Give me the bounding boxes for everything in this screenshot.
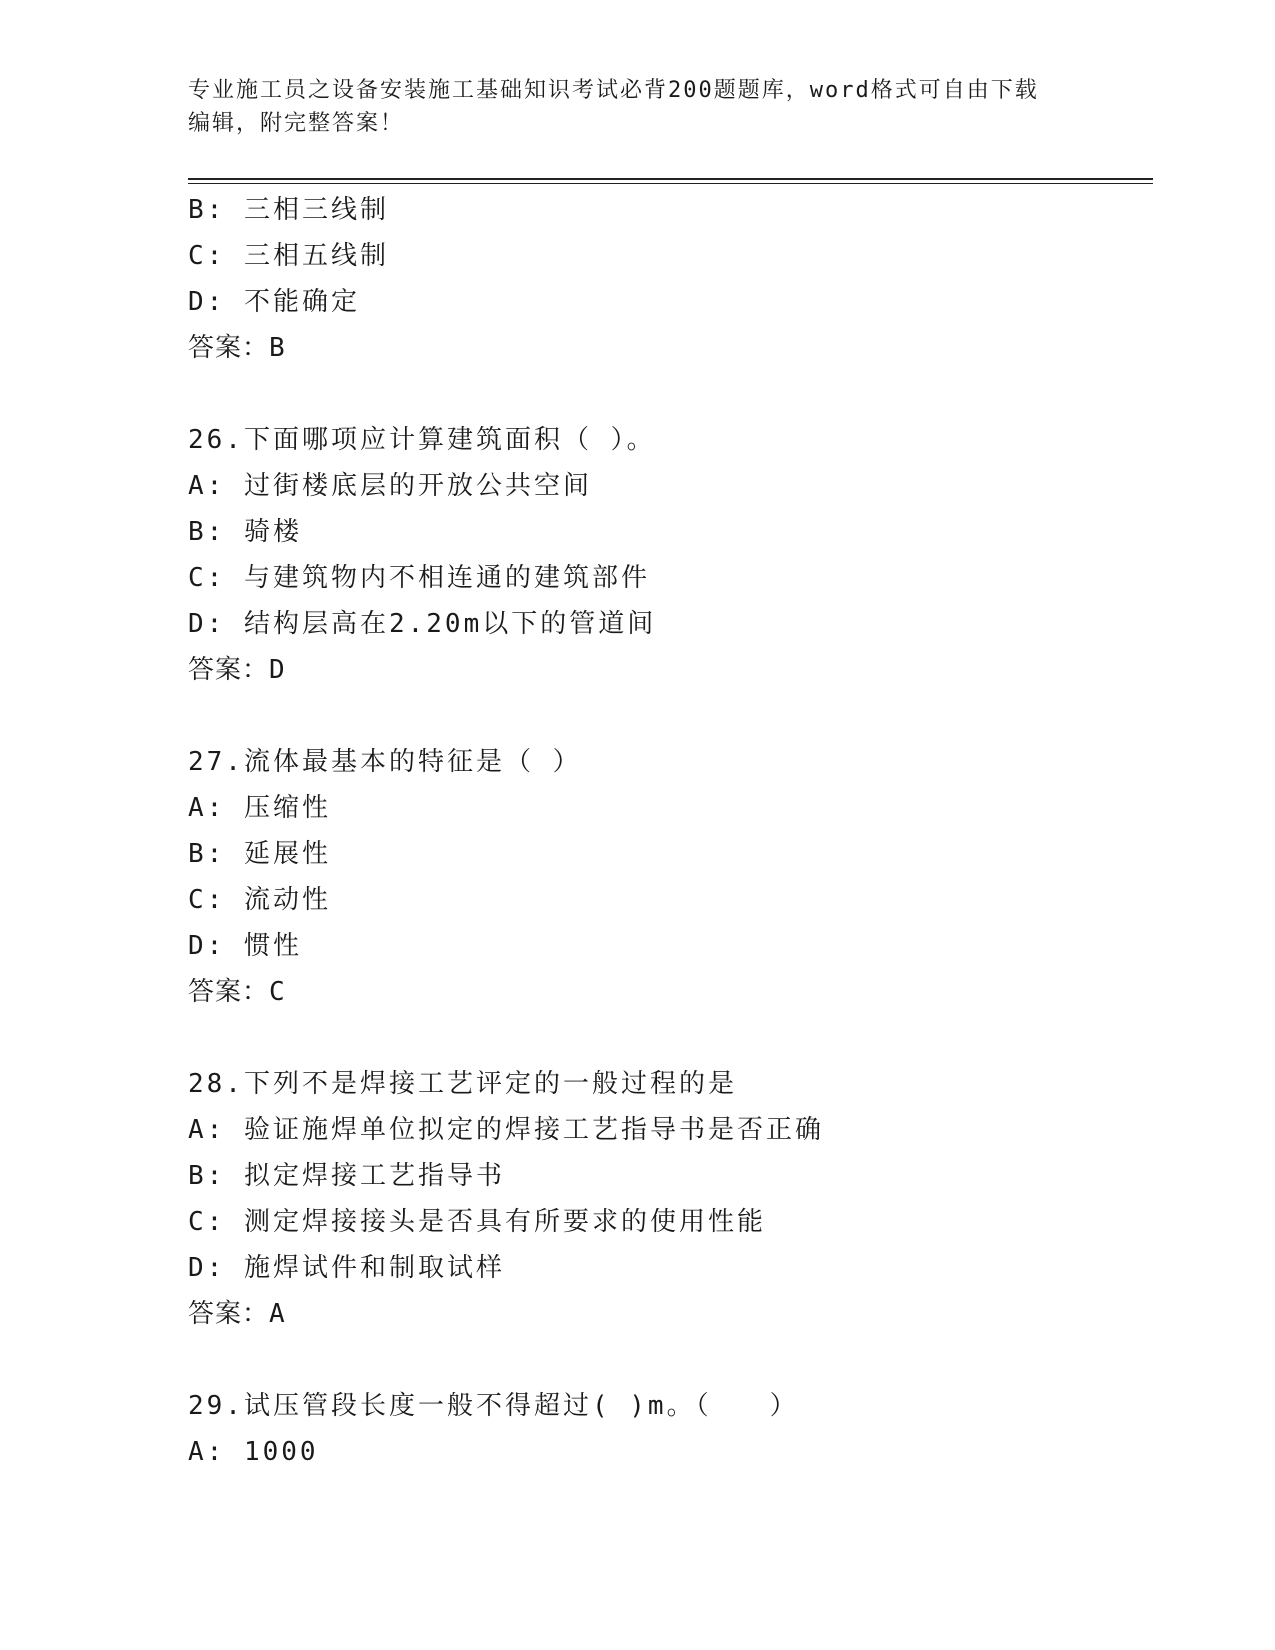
question-text: 27.流体最基本的特征是（ ） [188,747,582,777]
option-c: C: 测定焊接接头是否具有所要求的使用性能 [188,1207,766,1237]
header-divider-thick [188,178,1153,180]
question-list [188,187,1148,1475]
option-c: C: 三相五线制 [188,241,389,271]
option-b: B: 骑楼 [188,517,302,547]
option-b: B: 延展性 [188,839,331,869]
option-a: A: 过街楼底层的开放公共空间 [188,471,592,501]
option-b: B: 三相三线制 [188,195,389,225]
question-block-27 [188,739,1148,1015]
spacer [188,693,1148,739]
question-text: 28.下列不是焊接工艺评定的一般过程的是 [188,1069,737,1099]
question-block-29 [188,1383,1148,1475]
option-a: A: 验证施焊单位拟定的焊接工艺指导书是否正确 [188,1115,824,1145]
option-d: D: 惯性 [188,931,302,961]
header-line-2: 编辑，附完整答案！ [188,111,405,136]
header-divider-thin [188,183,1153,184]
document-header [188,74,1088,140]
option-c: C: 流动性 [188,885,331,915]
question-text: 29.试压管段长度一般不得超过( )m。（ ） [188,1391,799,1421]
header-line-1: 专业施工员之设备安装施工基础知识考试必背200题题库，word格式可自由下载 [188,78,1039,103]
option-b: B: 拟定焊接工艺指导书 [188,1161,505,1191]
option-a: A: 1000 [188,1437,319,1467]
spacer [188,1337,1148,1383]
option-c: C: 与建筑物内不相连通的建筑部件 [188,563,650,593]
question-block-28 [188,1061,1148,1337]
option-d: D: 不能确定 [188,287,360,317]
question-block-25 [188,187,1148,371]
answer-line: 答案：A [188,1299,286,1329]
answer-line: 答案：D [188,655,286,685]
option-d: D: 结构层高在2.20m以下的管道间 [188,609,657,639]
question-block-26 [188,417,1148,693]
spacer [188,371,1148,417]
question-text: 26.下面哪项应计算建筑面积（ ）。 [188,425,656,455]
option-a: A: 压缩性 [188,793,331,823]
answer-line: 答案：B [188,333,286,363]
option-d: D: 施焊试件和制取试样 [188,1253,505,1283]
spacer [188,1015,1148,1061]
answer-line: 答案：C [188,977,286,1007]
